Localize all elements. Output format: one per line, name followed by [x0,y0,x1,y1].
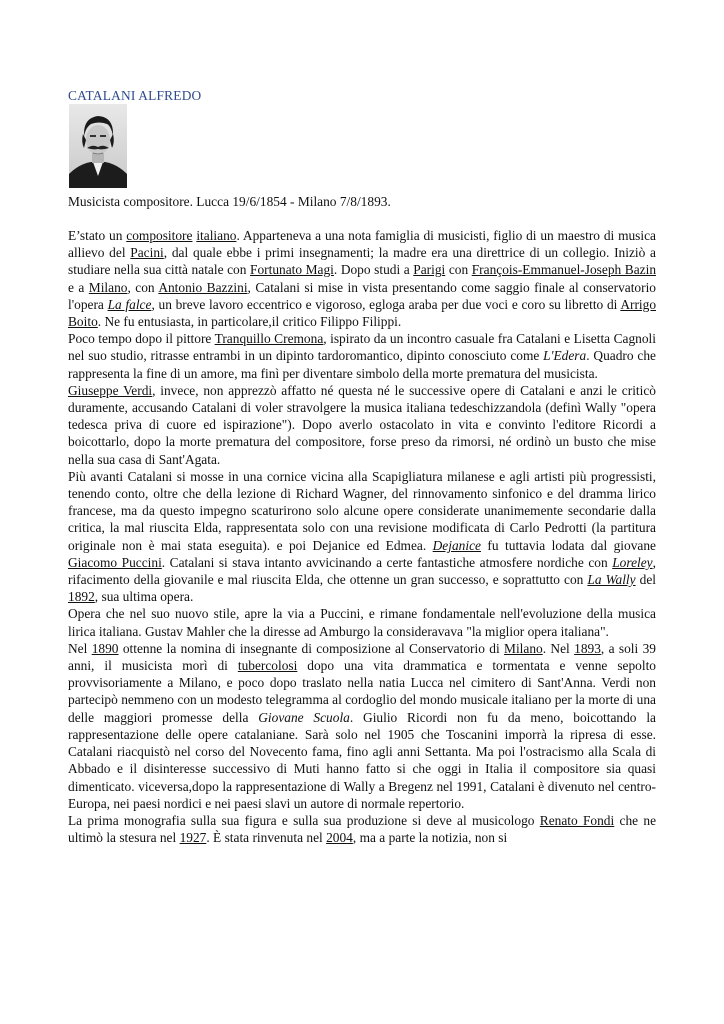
link-dejanice[interactable] [433,538,481,553]
link-fortunato-magi[interactable]: Fortunato Magi [250,262,334,278]
text: , invece, non apprezzò affatto né questa né le successive opere di Catalani e anzi le criticò duramente, accusando Catalani di voler stravolgere la musica italiana tedeschizzandola (definì Wally "opera tedesca priva di cuore ed ispirazione"). Dopo averlo ostacolato in vita e convinto l'editore Ricordi a boicottarlo, dopo la morte prematura del compositore, forse preso da rimorsi, né ordinò un busto che mise nella sua casa di Sant'Agata. [68,382,656,467]
text: , un breve lavoro eccentrico e vigoroso, egloga araba per due voci e coro su libretto di [151,296,621,312]
paragraph-7 [68,812,656,846]
paragraph-3 [68,382,656,468]
link-milano-2[interactable]: Milano [504,640,543,656]
link-text: Loreley [612,554,653,570]
link-1893[interactable]: 1893 [574,640,601,656]
paragraph-6 [68,640,656,812]
link-compositore[interactable]: compositore [126,228,193,243]
paragraph-1 [68,227,656,330]
text: . Quadro che rappresenta la fine di un amore, ma finì per diventare simbolo della morte prematura del musicista. [68,348,656,381]
text: La prima monografia sulla sua figura e sulla sua produzione si deve al musicologo [68,812,540,828]
link-parigi[interactable]: Parigi [413,262,446,278]
link-la-wally[interactable] [587,572,635,587]
text: che ne ultimò la stesura nel [68,812,657,846]
text: , dal quale ebbe i primi insegnamenti; la madre era una direttrice di un collegio. Iniziò a studiare nella sua città natale con [68,245,656,278]
link-milano[interactable]: Milano [88,279,128,295]
text: . Giulio Ricordi non fu da meno, boicottando la rappresentazione delle opere catalaniane. Sarà solo nel 1905 che Toscanini imporrà la ripresa di esse. Catalani riacquistò nel corso del Novecento fama, fino agli anni Settanta. Ma poi l'ostracismo alla Scala di Abbado e il disinteresse successivo di Muti hanno fatto si che oggi in Italia il compositore sia quasi dimenticato. viceversa,dopo la rappresentazione di Wally a Bregenz nel 1991, Catalani è divenuto nel centro-Europa, nei paesi nordici e nei paesi slavi un autore di normale repertorio. [68,709,656,811]
link-1927[interactable]: 1927 [179,830,207,846]
paragraph-4 [68,468,656,606]
portrait-image [69,104,127,188]
link-2004[interactable]: 2004 [326,830,353,846]
paragraph-2 [68,330,656,382]
link-loreley[interactable] [612,555,652,570]
subtitle: Musicista compositore. Lucca 19/6/1854 - Milano 7/8/1893. [68,194,391,209]
document-body [68,227,656,846]
italic-text: L'Edera [543,348,587,364]
text: fu tuttavia lodata dal giovane [480,537,656,553]
text: del [635,572,656,588]
link-pacini[interactable]: Pacini [130,245,164,261]
text: , ispirato da un incontro casuale fra Catalani e Lisetta Cagnoli nel suo studio, ritrasse entrambi in un dipinto tardoromantico, dipinto conosciuto come [68,331,656,364]
link-bazin[interactable]: François-Emmanuel-Joseph Bazin [471,262,657,278]
text: , rifacimento della giovanile e mal riuscita Elda, che ottenne un gran successo, e soprattutto con [68,554,656,588]
link-italiano[interactable]: italiano [196,228,237,243]
link-tubercolosi[interactable]: tubercolosi [237,658,298,674]
link-text: Dejanice [432,537,481,553]
link-la-falce[interactable] [108,297,152,312]
text: . Dopo studi a [333,262,414,278]
italic-text: Giovane Scuola [258,709,350,725]
link-arrigo-boito[interactable]: Arrigo Boito [68,296,657,330]
text: ottenne la nomina di insegnante di composizione al Conservatorio di [118,640,505,656]
text: , sua ultima opera. [94,589,194,605]
text: , con [127,279,159,295]
text: Più avanti Catalani si mosse in una cornice vicina alla Scapigliatura milanese e agli artisti più progressisti, tenendo conto, oltre che della lezione di Richard Wagner, del rinnovamento sinfonico e del dramma lirico francese, ma da questo impegno scaturirono solo alcune opere considerate unanimemente secondarie dalla critica, la mal riuscita Elda, rappresentata solo con una revisione modificata di Carlo Pedrotti (la partitura originale non è mai stata eseguita). e poi Dejanice ed Edmea. [68,468,656,553]
link-renato-fondi[interactable]: Renato Fondi [539,812,615,828]
text: , a soli 39 anni, il musicista morì di [68,640,656,674]
text: . Nel [542,640,575,656]
text: Poco tempo dopo il pittore [68,331,215,347]
link-1892[interactable]: 1892 [68,589,95,605]
text: con [445,262,472,278]
portrait-photo [69,104,127,188]
text: E’stato un [68,228,127,243]
text: , ma a parte la notizia, non si [352,830,508,846]
link-text: La Wally [587,572,636,588]
link-giuseppe-verdi[interactable]: Giuseppe Verdi [68,382,153,398]
text: . Ne fu entusiasta, in particolare,il critico Filippo Filippi. [97,314,402,330]
text: Nel [68,640,92,656]
paragraph-5 [68,605,656,639]
link-tranquillo-cremona[interactable]: Tranquillo Cremona [214,331,324,347]
text: . Catalani si stava intanto avvicinando a certe fantastiche atmosfere nordiche con [161,554,613,570]
link-giacomo-puccini[interactable]: Giacomo Puccini [68,554,162,570]
text: . È stata rinvenuta nel [206,830,327,846]
text: Opera che nel suo nuovo stile, apre la via a Puccini, e rimane fondamentale nell'evoluzione della musica lirica italiana. Gustav Mahler che la diresse ad Amburgo la consideravava "la miglior opera italiana". [68,606,656,639]
page-title: CATALANI ALFREDO [68,88,202,103]
text: e a [68,279,89,295]
text: , Catalani si mise in vista presentando come saggio finale al conservatorio l'opera [68,279,656,312]
link-antonio-bazzini[interactable]: Antonio Bazzini [158,279,248,295]
link-text: La falce [107,296,152,312]
text: dopo una vita drammatica e tormentata e venne sepolto provvisoriamente a Milano, e poco dopo traslato nella natia Lucca nel cimitero di Sant'Anna. Verdi non partecipò nemmeno con un modesto telegramma al cordoglio del mondo musicale italiano per la morte di una delle maggiori promesse della [68,658,656,725]
link-1890[interactable]: 1890 [91,640,119,656]
text: . Apparteneva a una nota famiglia di musicisti, figlio di un maestro di musica allievo del [68,228,656,261]
